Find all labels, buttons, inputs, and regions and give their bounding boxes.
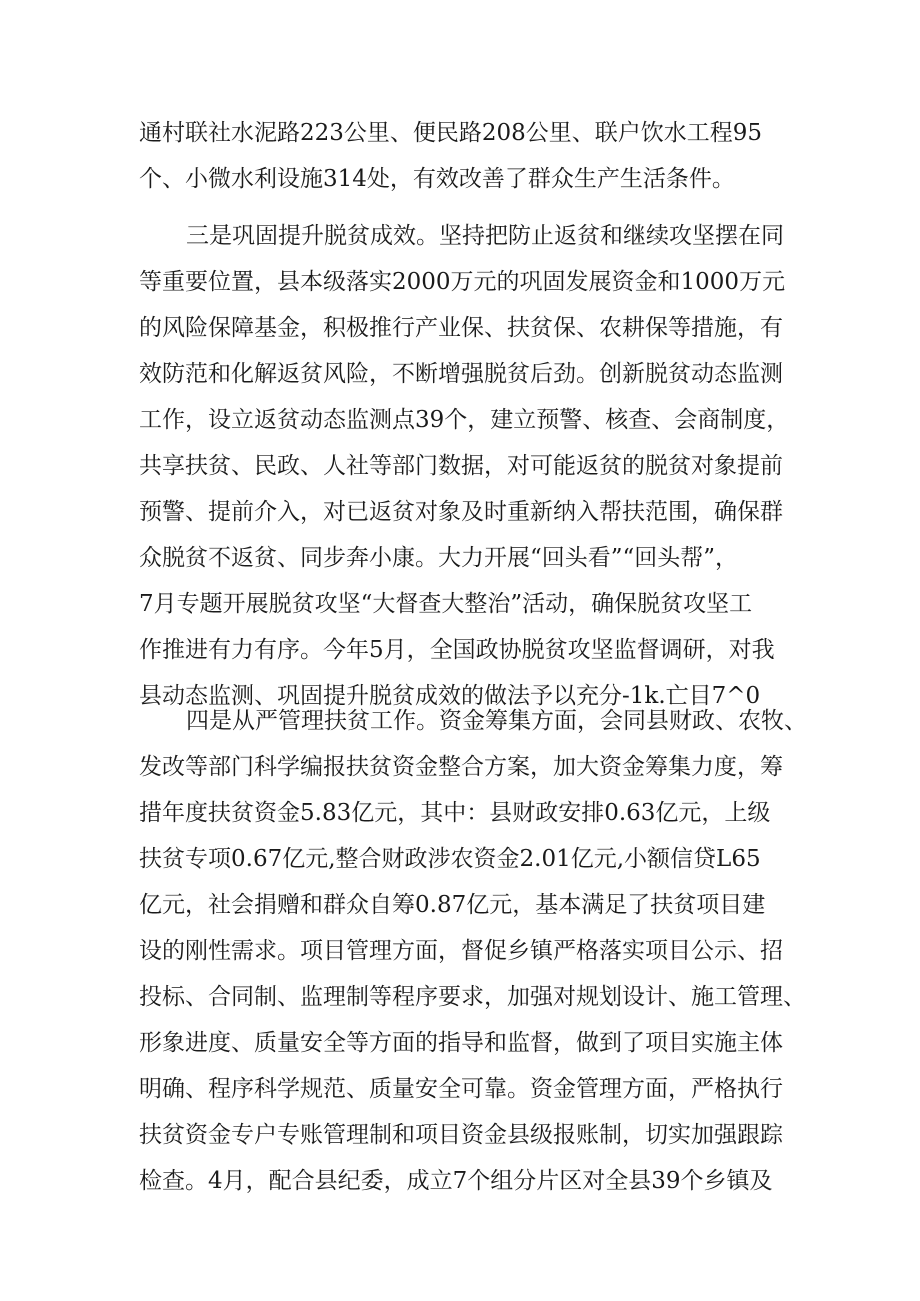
paragraph-line: 四是从严管理扶贫工作。资金筹集方面，会同县财政、农牧、 <box>186 708 807 734</box>
paragraph-line: 等重要位置，县本级落实2000万元的巩固发展资金和1000万元 <box>139 269 786 295</box>
paragraph-line: 个、小微水利设施314处，有效改善了群众生产生活条件。 <box>139 166 735 192</box>
paragraph-line: 明确、程序科学规范、质量安全可靠。资金管理方面，严格执行 <box>139 1076 783 1102</box>
paragraph-line: 县动态监测、巩固提升脱贫成效的做法予以充分-1k.亡目7^0 <box>139 683 761 709</box>
paragraph-line: 形象进度、质量安全等方面的指导和监督，做到了项目实施主体 <box>139 1030 783 1056</box>
paragraph-line: 扶贫专项0.67亿元,整合财政涉农资金2.01亿元,小额信贷L65 <box>139 846 761 872</box>
paragraph-line: 作推进有力有序。今年5月，全国政协脱贫攻坚监督调研，对我 <box>139 637 775 663</box>
paragraph-line: 检查。4月，配合县纪委，成立7个组分片区对全县39个乡镇及 <box>139 1168 773 1194</box>
paragraph-line: 三是巩固提升脱贫成效。坚持把防止返贫和继续攻坚摆在同 <box>186 223 784 249</box>
paragraph-line: 7月专题开展脱贫攻坚“大督查大整治”活动，确保脱贫攻坚工 <box>139 591 753 617</box>
paragraph-line: 通村联社水泥路223公里、便民路208公里、联户饮水工程95 <box>139 120 763 146</box>
paragraph-line: 投标、合同制、监理制等程序要求，加强对规划设计、施工管理、 <box>139 984 806 1010</box>
paragraph-line: 设的刚性需求。项目管理方面，督促乡镇严格落实项目公示、招 <box>139 938 783 964</box>
paragraph-line: 的风险保障基金，积极推行产业保、扶贫保、农耕保等措施，有 <box>139 315 783 341</box>
paragraph-line: 预警、提前介入，对已返贫对象及时重新纳入帮扶范围，确保群 <box>139 499 783 525</box>
paragraph-line: 扶贫资金专户专账管理制和项目资金县级报账制，切实加强跟踪 <box>139 1122 783 1148</box>
paragraph-line: 共享扶贫、民政、人社等部门数据，对可能返贫的脱贫对象提前 <box>139 453 783 479</box>
paragraph-line: 工作，设立返贫动态监测点39个，建立预警、核查、会商制度， <box>139 407 790 433</box>
paragraph-line: 措年度扶贫资金5.83亿元，其中：县财政安排0.63亿元，上级 <box>139 800 771 826</box>
paragraph-line: 亿元，社会捐赠和群众自筹0.87亿元，基本满足了扶贫项目建 <box>139 892 766 918</box>
paragraph-line: 效防范和化解返贫风险，不断增强脱贫后劲。创新脱贫动态监测 <box>139 361 783 387</box>
paragraph-line: 发改等部门科学编报扶贫资金整合方案，加大资金筹集力度，筹 <box>139 754 783 780</box>
paragraph-line: 众脱贫不返贫、同步奔小康。大力开展“回头看”“回头帮”， <box>139 545 739 571</box>
